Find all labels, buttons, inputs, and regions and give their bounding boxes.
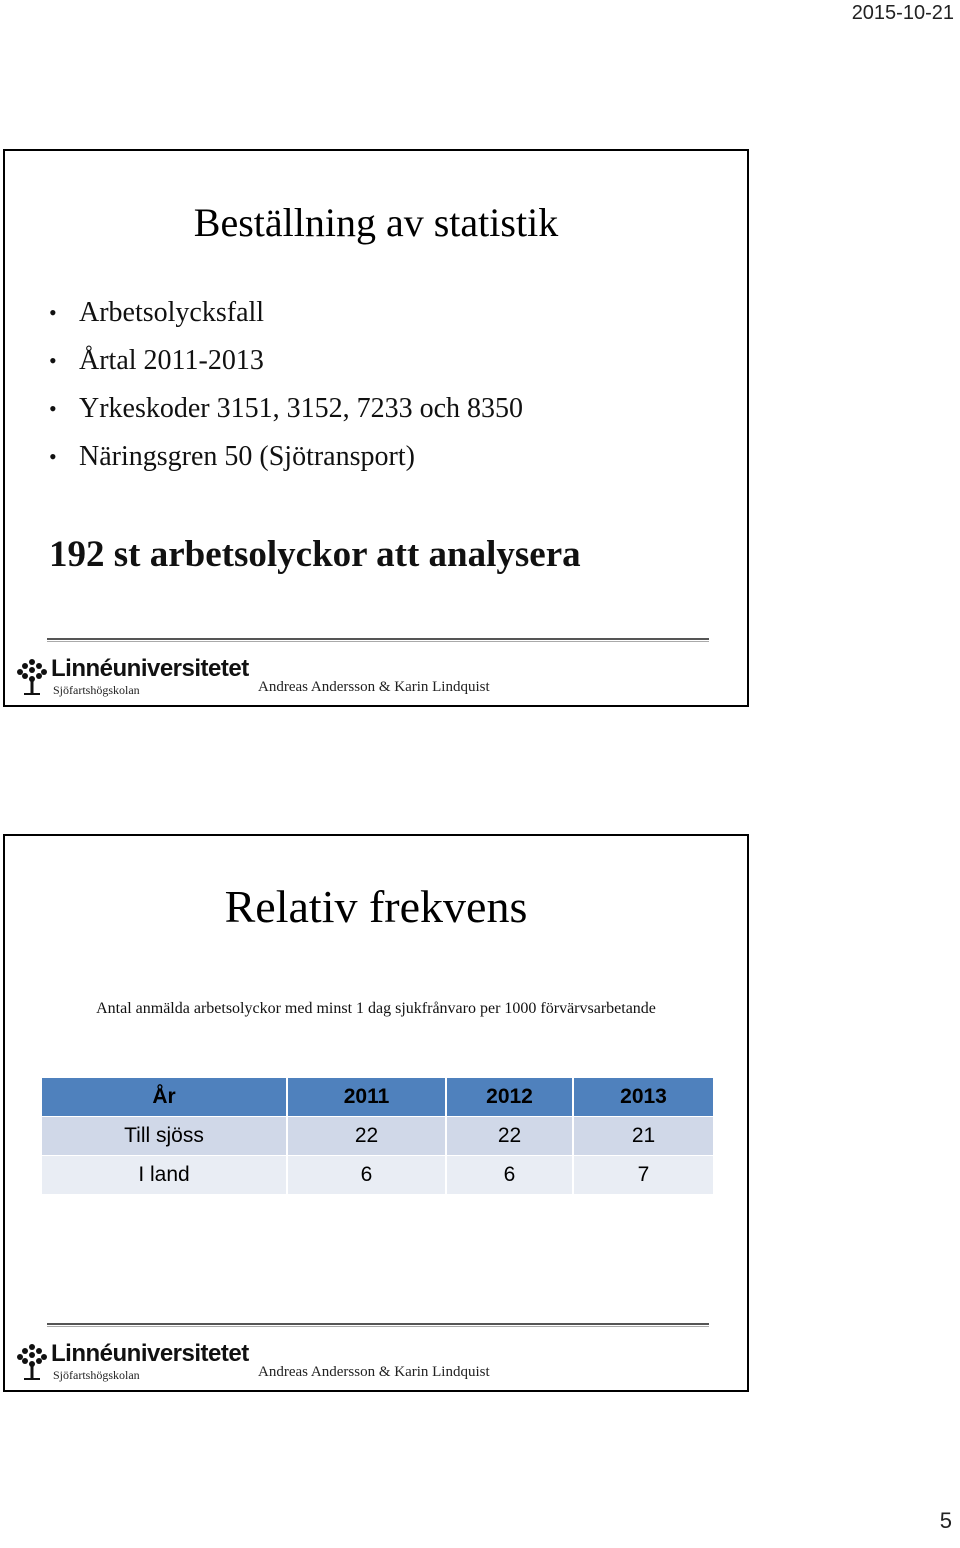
slide-2 <box>3 834 749 1392</box>
bullet-item <box>49 289 523 337</box>
page-number: 5 <box>939 1508 952 1533</box>
column-header: 2012 <box>447 1078 572 1116</box>
column-header: 2013 <box>574 1078 713 1116</box>
university-logo <box>13 1340 253 1386</box>
footer-divider <box>47 1323 709 1325</box>
table-cell: 7 <box>574 1156 713 1194</box>
highlight-text: 192 st arbetsolyckor att analysera <box>49 534 581 575</box>
authors: Andreas Andersson & Karin Lindquist <box>258 679 490 695</box>
column-header: År <box>42 1078 286 1116</box>
logo-subtitle: Sjöfartshögskolan <box>53 1368 140 1382</box>
table-cell: 6 <box>447 1156 572 1194</box>
slide-subtitle: Antal anmälda arbetsolyckor med minst 1 dag sjukfrånvaro per 1000 förvärvsarbetande <box>96 1000 656 1017</box>
column-header: 2011 <box>288 1078 445 1116</box>
table-header-row <box>42 1078 713 1116</box>
table-cell: 22 <box>447 1117 572 1155</box>
bullet-text: Näringsgren 50 (Sjötransport) <box>79 441 415 472</box>
bullet-dot-icon: • <box>49 444 57 469</box>
table-cell: I land <box>42 1156 286 1194</box>
table-row <box>42 1117 713 1155</box>
bullet-dot-icon: • <box>49 348 57 373</box>
bullet-dot-icon: • <box>49 396 57 421</box>
bullet-text: Arbetsolycksfall <box>79 297 265 328</box>
footer-divider <box>47 638 709 640</box>
bullet-item <box>49 385 523 433</box>
authors: Andreas Andersson & Karin Lindquist <box>258 1364 490 1380</box>
frequency-table <box>40 1077 715 1195</box>
slide-title: Relativ frekvens <box>224 881 528 932</box>
bullet-list <box>49 289 523 481</box>
page-date: 2015-10-21 <box>851 2 954 24</box>
slide-title: Beställning av statistik <box>193 200 559 245</box>
tree-logo-icon <box>15 657 49 697</box>
logo-subtitle: Sjöfartshögskolan <box>53 683 140 697</box>
table-cell: 21 <box>574 1117 713 1155</box>
table-cell: Till sjöss <box>42 1117 286 1155</box>
bullet-text: Årtal 2011-2013 <box>79 345 264 376</box>
bullet-dot-icon: • <box>49 300 57 325</box>
table-cell: 6 <box>288 1156 445 1194</box>
bullet-item <box>49 433 523 481</box>
logo-name: Linnéuniversitetet <box>51 1340 249 1367</box>
tree-logo-icon <box>15 1342 49 1382</box>
slide-1 <box>3 149 749 707</box>
bullet-text: Yrkeskoder 3151, 3152, 7233 och 8350 <box>79 393 524 424</box>
table-row <box>42 1156 713 1194</box>
table-cell: 22 <box>288 1117 445 1155</box>
logo-name: Linnéuniversitetet <box>51 655 249 682</box>
university-logo <box>13 655 253 701</box>
bullet-item <box>49 337 523 385</box>
